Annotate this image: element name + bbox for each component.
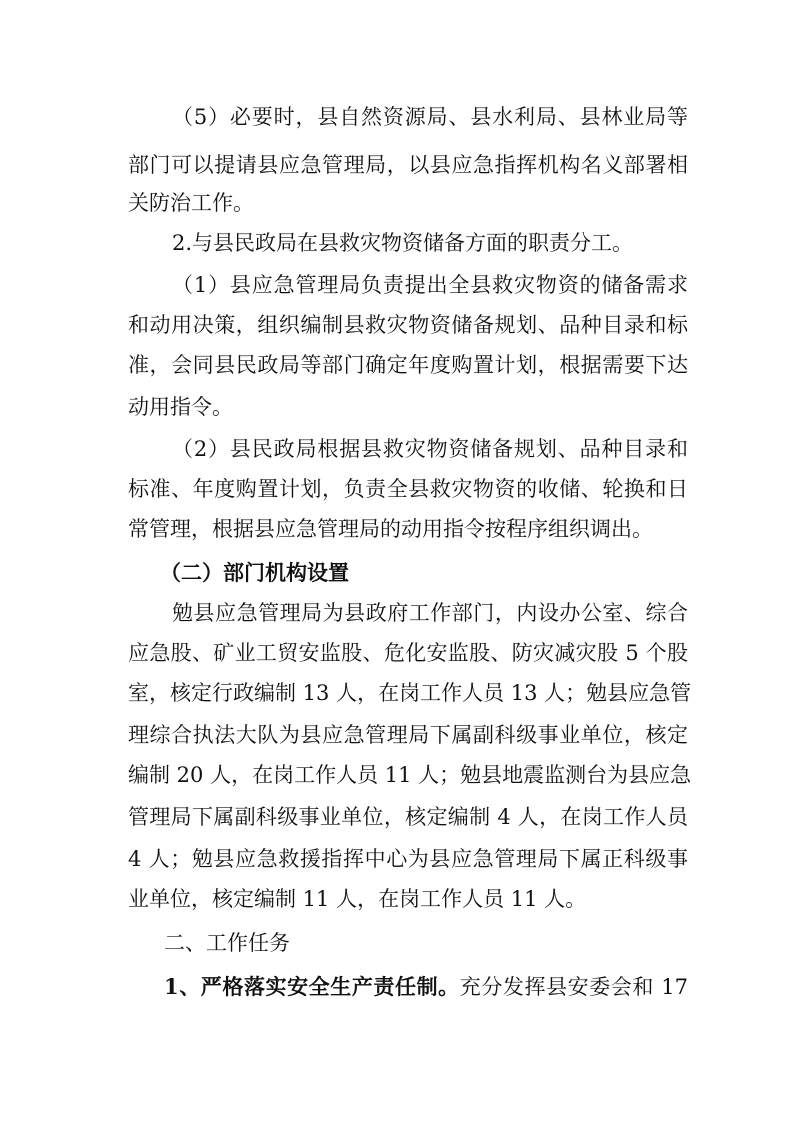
paragraph-line: 标准、年度购置计划，负责全县救灾物资的收储、轮换和日 [128, 477, 688, 501]
paragraph-line: 管理局下属副科级事业单位，核定编制 4 人，在岗工作人员 [128, 805, 688, 829]
paragraph-line: 关防治工作。 [128, 191, 254, 215]
paragraph-line: 部门可以提请县应急管理局，以县应急指挥机构名义部署相 [128, 153, 688, 177]
bold-lead-in: 1、严格落实安全生产责任制。 [164, 974, 460, 999]
paragraph-line: 4 人；勉县应急救援指挥中心为县应急管理局下属正科级事 [128, 847, 688, 871]
paragraph-line: （2）县民政局根据县救灾物资储备规划、品种目录和 [172, 437, 688, 461]
paragraph-line: 理综合执法大队为县应急管理局下属副科级事业单位，核定 [128, 723, 688, 747]
paragraph-line: 勉县应急管理局为县政府工作部门，内设办公室、综合 [172, 601, 688, 625]
paragraph-line: （1）县应急管理局负责提出全县救灾物资的储备需求 [172, 273, 688, 297]
paragraph-line: 动用指令。 [128, 395, 233, 419]
paragraph-line: 编制 20 人，在岗工作人员 11 人；勉县地震监测台为县应急 [128, 763, 692, 787]
paragraph-line [164, 972, 688, 1002]
paragraph-line: 业单位，核定编制 11 人，在岗工作人员 11 人。 [128, 887, 587, 911]
section-heading: （二）部门机构设置 [160, 560, 349, 585]
paragraph-line: 准，会同县民政局等部门确定年度购置计划，根据需要下达 [128, 353, 688, 377]
paragraph-line: （5）必要时，县自然资源局、县水利局、县林业局等 [172, 105, 688, 129]
paragraph-line: 常管理，根据县应急管理局的动用指令按程序组织调出。 [128, 517, 653, 541]
paragraph-line: 和动用决策，组织编制县救灾物资储备规划、品种目录和标 [128, 313, 688, 337]
section-heading: 二、工作任务 [164, 931, 290, 955]
paragraph-text: 充分发挥县安委会和 17 [459, 975, 688, 999]
paragraph-line: 应急股、矿业工贸安监股、危化安监股、防灾减灾股 5 个股 [128, 641, 688, 665]
paragraph-line: 室，核定行政编制 13 人，在岗工作人员 13 人；勉县应急管 [128, 681, 692, 705]
paragraph-line: 2.与县民政局在县救灾物资储备方面的职责分工。 [172, 231, 634, 255]
